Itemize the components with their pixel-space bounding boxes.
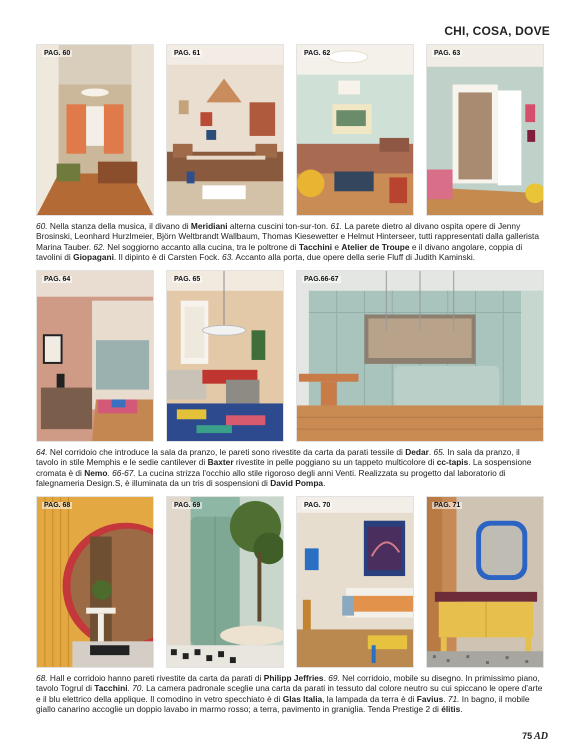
photo-pag-70	[296, 496, 414, 668]
caption-text: .	[460, 704, 463, 715]
caption-text: , la lampada da terra è di	[322, 693, 417, 704]
caption-text: Nel corridoio che introduce la sala da pranzo, le pareti sono rivestite da carta da parati tessile di	[47, 447, 406, 457]
page-footer	[522, 731, 548, 742]
photo-pag-61	[166, 44, 284, 216]
photo-number: 70.	[132, 683, 144, 694]
caption-text: La parete dietro al divano ospita opere di Jenny Brosinski, Leonhard Hurzlmeier, Björn Weltbrandt Wallbaum, Thomas Kiesewetter e Helmut Hinterseer, tutti rappresentati dalla gallerista Marina Tauber.	[36, 221, 540, 252]
caption-row-2	[36, 447, 544, 489]
hall-photo	[37, 497, 153, 667]
photo-number: 61.	[330, 221, 343, 231]
brand-name: Meridiani	[190, 221, 228, 231]
photo-pag-68	[36, 496, 154, 668]
photo-pag-71	[426, 496, 544, 668]
caption-row-1	[36, 221, 544, 263]
page-ref-label: PAG. 69	[174, 502, 201, 509]
photo-number: 65.	[433, 447, 446, 457]
doorway-photo	[427, 45, 543, 215]
caption-row-3	[36, 673, 544, 715]
brand-name: Tacchini	[298, 241, 333, 252]
page-ref-label: PAG. 71	[434, 502, 461, 509]
caption-text: Hall e corridoio hanno pareti rivestite da carta da parati di	[47, 673, 264, 683]
bedroom-photo	[297, 497, 413, 667]
page-ref-label: PAG. 68	[44, 502, 71, 509]
page-ref-label: PAG. 70	[304, 502, 331, 509]
caption-text: In sala da pranzo, il tavolo in stile Memphis e le sedie cantilever di	[36, 447, 520, 468]
photo-number: 62.	[93, 241, 105, 252]
page-ref-label: PAG. 65	[174, 276, 201, 283]
page-ref-label: PAG.66-67	[304, 276, 339, 283]
photo-number: 69.	[328, 673, 340, 683]
brand-name: Giopagani	[73, 252, 114, 263]
photo-number: 63.	[221, 252, 234, 263]
photo-pag-62	[296, 44, 414, 216]
caption-text: rivestite in pelle poggiano su un tappeto multicolore di	[233, 457, 437, 468]
caption-text: Accanto alla porta, due opere della serie Fluff di Judith Kaminski.	[233, 252, 476, 263]
photo-pag-65	[166, 270, 284, 442]
living-wall-photo	[167, 45, 283, 215]
photo-number: 64.	[36, 447, 48, 457]
brand-name: élitis	[441, 704, 461, 715]
caption-text: .	[323, 673, 329, 683]
corridor-cabinet-photo	[167, 497, 283, 667]
brand-name: Philipp Jeffries	[263, 673, 324, 683]
page-ref-label: PAG. 62	[304, 50, 331, 57]
brand-name: Favius	[416, 693, 444, 704]
caption-text: Nel soggiorno accanto alla cucina, tra le poltrone di	[104, 241, 299, 252]
page-number: 75	[522, 731, 533, 741]
brand-name: Atelier de Troupe	[341, 241, 410, 252]
photo-pag-60	[36, 44, 154, 216]
caption-text: .	[443, 693, 448, 704]
photo-pag-66-67	[296, 270, 544, 442]
brand-name: Nemo	[84, 467, 108, 478]
brand-name: Tacchini	[94, 683, 128, 694]
page-ref-label: PAG. 61	[174, 50, 201, 57]
magazine-logo: AD	[534, 731, 548, 742]
photo-pag-64	[36, 270, 154, 442]
photo-number: 66-67.	[112, 467, 136, 478]
caption-text: La cucina strizza l'occhio allo stile rigoroso degli anni Venti. Realizzata su progetto dal laboratorio di falegnameria Design.S, è illuminata da un tris di sospensioni di	[36, 467, 506, 489]
page-ref-label: PAG. 63	[434, 50, 461, 57]
caption-text: .	[323, 478, 326, 489]
caption-text: .	[428, 447, 434, 457]
music-room-photo	[37, 45, 153, 215]
caption-text: . Il dipinto è di Carsten Fock.	[113, 252, 222, 263]
sofa-room-photo	[297, 45, 413, 215]
photo-number: 60.	[36, 221, 48, 231]
page-ref-label: PAG. 64	[44, 276, 71, 283]
caption-text: Nella stanza della musica, il divano di	[47, 221, 191, 231]
dining-room-photo	[167, 271, 283, 441]
caption-text: e	[332, 241, 342, 252]
brand-name: David Pompa	[270, 478, 324, 489]
caption-text: alterna cuscini ton-sur-ton.	[227, 221, 331, 231]
photo-pag-63	[426, 44, 544, 216]
caption-text: In bagno, il mobile giallo canarino accoglie un doppio lavabo in marmo rosso; a terra, pavimento in graniglia. Tenda Prestige 2 di	[36, 693, 530, 715]
bathroom-photo	[427, 497, 543, 667]
section-title: CHI, COSA, DOVE	[444, 24, 550, 38]
brand-name: Glas Italia	[282, 693, 323, 704]
caption-text: .	[127, 683, 133, 694]
caption-text: e il divano angolare, coppia di tavolini di	[36, 241, 523, 263]
brand-name: cc-tapis	[436, 457, 469, 468]
kitchen-photo	[297, 271, 543, 441]
page-ref-label: PAG. 60	[44, 50, 71, 57]
photo-pag-69	[166, 496, 284, 668]
brand-name: Dedar	[405, 447, 429, 457]
photo-number: 68.	[36, 673, 48, 683]
corridor-photo	[37, 271, 153, 441]
caption-text: . La sospensione cromata è di	[36, 457, 532, 478]
photo-number: 71.	[447, 693, 460, 704]
caption-text: Nel corridoio, mobile su disegno. In primissimo piano, tavolo Togrul di	[36, 673, 540, 694]
caption-text: La camera padronale sceglie una carta da parati in tessuto dal colore neutro su cui spiccano le opere d'arte e il blu elettrico della applique. Il comodino in vetro specchiato è di	[36, 683, 543, 704]
caption-text: .	[107, 467, 113, 478]
brand-name: Baxter	[207, 457, 234, 468]
